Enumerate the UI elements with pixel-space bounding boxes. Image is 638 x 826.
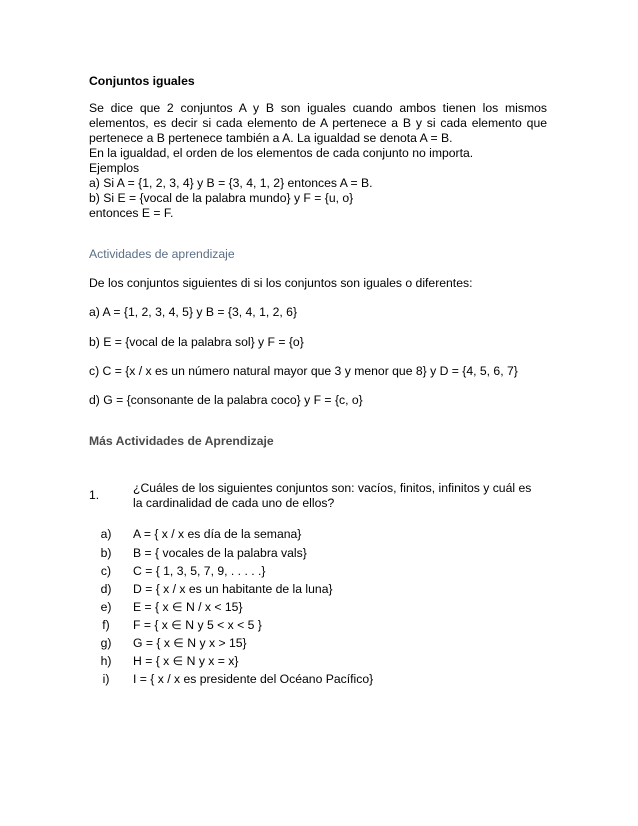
- question-line-1: ¿Cuáles de los siguientes conjuntos son: vacíos, finitos, infinitos y cuál es: [133, 481, 532, 495]
- set-label-e: e): [100, 600, 112, 614]
- definition-line-2: elementos, es decir si cada elemento de A pertenece a B y si cada elemento que: [89, 116, 547, 130]
- activity-item-d: d) G = {consonante de la palabra coco} y F = {c, o}: [89, 393, 363, 407]
- set-label-c: c): [100, 564, 112, 578]
- section-title-mas-actividades: Más Actividades de Aprendizaje: [89, 434, 274, 448]
- example-b-continuation: entonces E = F.: [89, 206, 174, 220]
- question-number: 1.: [89, 488, 100, 502]
- set-item-b: B = { vocales de la palabra vals}: [133, 546, 307, 560]
- examples-label: Ejemplos: [89, 161, 140, 175]
- set-item-c: C = { 1, 3, 5, 7, 9, . . . . .}: [133, 564, 266, 578]
- example-a: a) Si A = {1, 2, 3, 4} y B = {3, 4, 1, 2} entonces A = B.: [89, 176, 373, 190]
- question-line-2: la cardinalidad de cada uno de ellos?: [133, 496, 335, 510]
- set-item-a: A = { x / x es día de la semana}: [133, 527, 302, 541]
- set-label-d: d): [100, 582, 112, 596]
- set-label-i: i): [102, 672, 110, 686]
- set-item-e: E = { x ∈ N / x < 15}: [133, 600, 243, 614]
- definition-line-3: pertenece a B pertenece también a A. La igualdad se denota A = B.: [89, 131, 453, 145]
- example-b: b) Si E = {vocal de la palabra mundo} y F = {u, o}: [89, 191, 354, 205]
- order-note: En la igualdad, el orden de los elementos de cada conjunto no importa.: [89, 146, 474, 160]
- set-label-h: h): [100, 654, 112, 668]
- activity-instruction: De los conjuntos siguientes di si los conjuntos son iguales o diferentes:: [89, 276, 473, 290]
- definition-line-1: Se dice que 2 conjuntos A y B son iguales cuando ambos tienen los mismos: [89, 101, 547, 115]
- set-label-a: a): [100, 527, 112, 541]
- section-title-actividades: Actividades de aprendizaje: [89, 247, 235, 261]
- section-title-conjuntos-iguales: Conjuntos iguales: [89, 74, 195, 88]
- activity-item-a: a) A = {1, 2, 3, 4, 5} y B = {3, 4, 1, 2, 6}: [89, 305, 298, 319]
- set-label-g: g): [100, 636, 112, 650]
- set-item-d: D = { x / x es un habitante de la luna}: [133, 582, 333, 596]
- set-item-f: F = { x ∈ N y 5 < x < 5 }: [133, 618, 262, 632]
- set-item-h: H = { x ∈ N y x = x}: [133, 654, 239, 668]
- activity-item-b: b) E = {vocal de la palabra sol} y F = {o}: [89, 335, 304, 349]
- set-item-g: G = { x ∈ N y x > 15}: [133, 636, 247, 650]
- set-item-i: I = { x / x es presidente del Océano Pacífico}: [133, 672, 374, 686]
- activity-item-c: c) C = {x / x es un número natural mayor que 3 y menor que 8} y D = {4, 5, 6, 7}: [89, 364, 518, 378]
- set-label-b: b): [100, 546, 112, 560]
- set-label-f: f): [102, 618, 110, 632]
